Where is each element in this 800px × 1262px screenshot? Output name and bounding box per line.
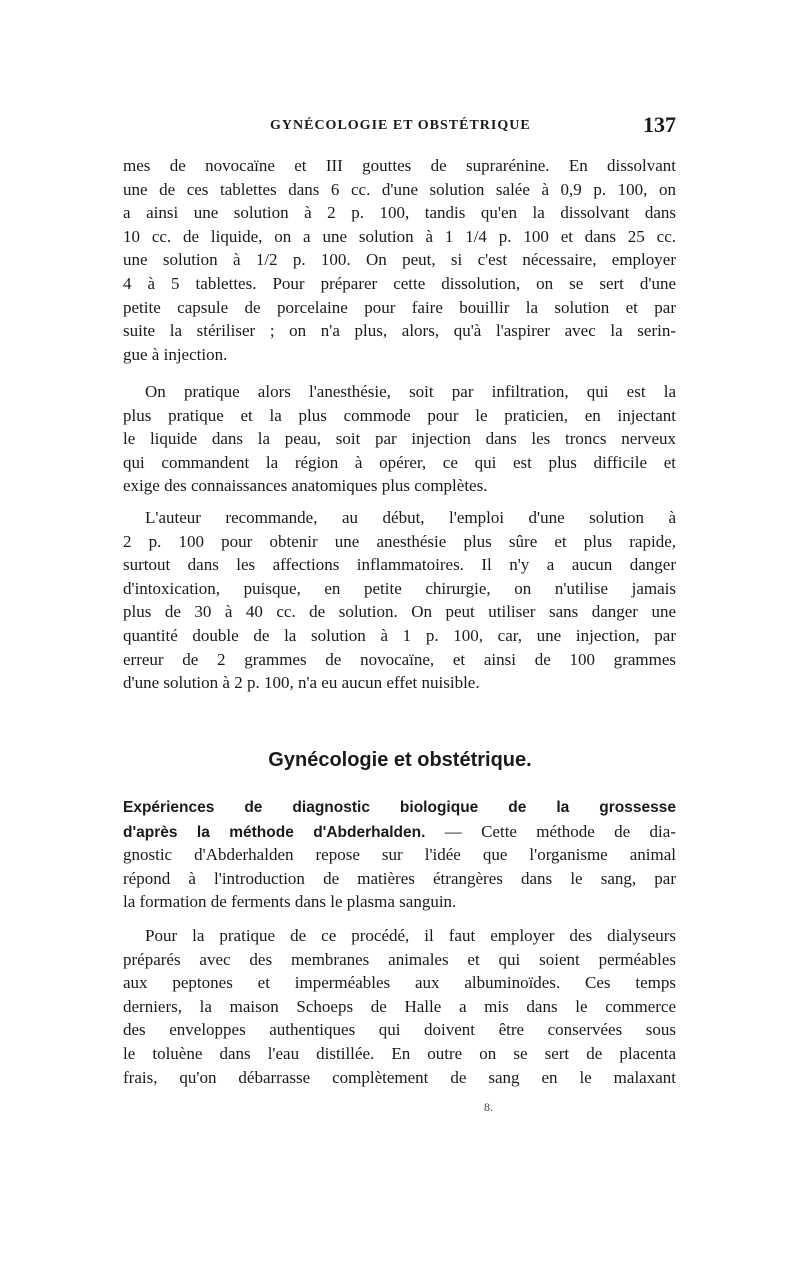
text-line: d'intoxication, puisque, en petite chirurgie, on n'utilise jamais: [123, 578, 676, 598]
page-number: 137: [643, 112, 676, 137]
text-line: mes de novocaïne et III gouttes de suprarénine. En dissolvant: [123, 156, 676, 175]
text-line: plus pratique et la plus commode pour le praticien, en injectant: [123, 405, 676, 425]
text-line: L'auteur recommande, au début, l'emploi d'une solution à: [145, 508, 676, 527]
paragraph-abderhalden-method: [123, 796, 676, 914]
text-fragment: — Cette méthode de dia-: [425, 821, 676, 841]
text-line: gnostic d'Abderhalden repose sur l'idée que l'organisme animal: [123, 845, 676, 865]
text-line: exige des connaissances anatomiques plus complètes.: [123, 476, 488, 496]
paragraph-anesthesia-methods: [123, 380, 676, 498]
text-line: 10 cc. de liquide, on a une solution à 1 1/4 p. 100 et dans 25 cc.: [123, 226, 676, 246]
text-line: 4 à 5 tablettes. Pour préparer cette dissolution, on se sert d'une: [123, 273, 676, 293]
text-line: a ainsi une solution à 2 p. 100, tandis qu'en la dissolvant dans: [123, 203, 676, 223]
text-line: erreur de 2 grammes de novocaïne, et ainsi de 100 grammes: [123, 649, 676, 669]
paragraph-author-recommendation: [123, 506, 676, 695]
text-line: une solution à 1/2 p. 100. On peut, si c'est nécessaire, employer: [123, 250, 676, 270]
text-line: aux peptones et imperméables aux albuminoïdes. Ces temps: [123, 973, 676, 993]
running-title: GYNÉCOLOGIE ET OBSTÉTRIQUE: [270, 118, 531, 133]
text-line: la formation de ferments dans le plasma sanguin.: [123, 892, 457, 912]
text-line: le liquide dans la peau, soit par injection dans les troncs nerveux: [123, 429, 676, 449]
text-line: derniers, la maison Schoeps de Halle a mis dans le commerce: [123, 996, 676, 1016]
text-line: qui commandent la région à opérer, ce qui est plus difficile et: [123, 452, 676, 472]
article-heading: Expériences de diagnostic biologique de la grossesse: [123, 799, 676, 816]
section-title: Gynécologie et obstétrique.: [268, 749, 532, 771]
text-line: préparés avec des membranes animales et qui soient perméables: [123, 949, 676, 969]
text-line: petite capsule de porcelaine pour faire bouillir la solution et par: [123, 297, 676, 317]
text-line: quantité double de la solution à 1 p. 100, car, une injection, par: [123, 625, 676, 645]
text-line: 2 p. 100 pour obtenir une anesthésie plus sûre et plus rapide,: [123, 531, 676, 551]
text-line: suite la stériliser ; on n'a plus, alors, qu'à l'aspirer avec la serin-: [123, 321, 676, 341]
text-line: surtout dans les affections inflammatoires. Il n'y a aucun danger: [123, 555, 676, 575]
text-line: On pratique alors l'anesthésie, soit par infiltration, qui est la: [145, 382, 676, 401]
paragraph-dialyzer-procedure: [123, 924, 676, 1089]
text-line: frais, qu'on débarrasse complètement de sang en le malaxant: [123, 1067, 676, 1087]
signature-mark: 8.: [484, 1100, 493, 1114]
text-line: le toluène dans l'eau distillée. En outre on se sert de placenta: [123, 1043, 676, 1063]
article-heading-continued: d'après la méthode d'Abderhalden.: [123, 823, 426, 841]
text-line: Pour la pratique de ce procédé, il faut employer des dialyseurs: [145, 926, 676, 945]
text-line: [123, 820, 676, 844]
text-line: d'une solution à 2 p. 100, n'a eu aucun effet nuisible.: [123, 673, 480, 693]
paragraph-novocaine-tablets: [123, 154, 676, 366]
text-line: des enveloppes authentiques qui doivent être conservées sous: [123, 1020, 676, 1040]
text-line: plus de 30 à 40 cc. de solution. On peut utiliser sans danger une: [123, 602, 676, 622]
text-line: répond à l'introduction de matières étrangères dans le sang, par: [123, 868, 676, 888]
text-line: une de ces tablettes dans 6 cc. d'une solution salée à 0,9 p. 100, on: [123, 179, 676, 199]
running-head: [120, 112, 676, 142]
text-line: gue à injection.: [123, 344, 228, 364]
